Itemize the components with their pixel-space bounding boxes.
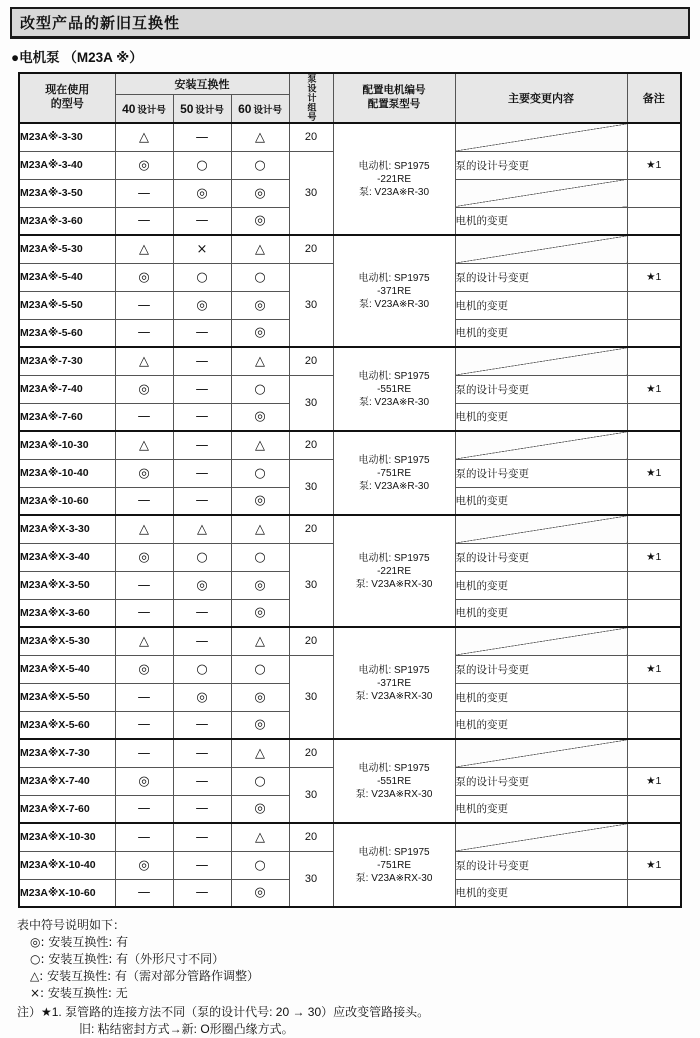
table-row [19, 431, 681, 459]
motor-config-line: -221RE [377, 565, 411, 577]
motor-config-line: 电动机: SP1975 [358, 762, 430, 774]
model-cell: M23A※-7-30 [19, 347, 115, 375]
compat-design50-cell: ○ [173, 263, 231, 291]
remark-cell [627, 683, 681, 711]
compat-design40-cell: — [115, 207, 173, 235]
pump-design-group-cell: 20 [289, 235, 333, 263]
remark-cell: ★1 [627, 459, 681, 487]
motor-config-line: 电动机: SP1975 [358, 846, 430, 858]
model-cell: M23A※-3-50 [19, 179, 115, 207]
table-row [19, 515, 681, 543]
compat-design50-cell: — [173, 431, 231, 459]
change-cell: 泵的设计号变更 [455, 263, 627, 291]
remark-cell: ★1 [627, 655, 681, 683]
compat-design40-cell: — [115, 571, 173, 599]
pump-design-group-cell: 20 [289, 431, 333, 459]
compat-design50-cell: ◎ [173, 683, 231, 711]
model-cell: M23A※-10-30 [19, 431, 115, 459]
compatibility-table [18, 72, 682, 908]
compat-design50-cell: — [173, 319, 231, 347]
motor-pump-config-cell [333, 235, 455, 347]
model-cell: M23A※X-3-40 [19, 543, 115, 571]
model-cell: M23A※-5-50 [19, 291, 115, 319]
header-design-50-label: 设计号 [195, 104, 224, 116]
compat-design60-cell: ◎ [231, 319, 289, 347]
compat-design60-cell: △ [231, 823, 289, 851]
change-cell: 电机的变更 [455, 487, 627, 515]
change-cell: 电机的变更 [455, 207, 627, 235]
remark-cell: ★1 [627, 543, 681, 571]
model-cell: M23A※-7-40 [19, 375, 115, 403]
motor-pump-config-cell [333, 739, 455, 823]
compat-design50-cell: — [173, 487, 231, 515]
change-cell: 泵的设计号变更 [455, 767, 627, 795]
model-cell: M23A※X-10-40 [19, 851, 115, 879]
compat-design50-cell: — [173, 403, 231, 431]
compat-design60-cell: ◎ [231, 291, 289, 319]
compat-design60-cell: ○ [231, 151, 289, 179]
remark-cell: ★1 [627, 375, 681, 403]
header-motor-config-line2: 配置泵型号 [367, 98, 421, 110]
compat-design40-cell: — [115, 683, 173, 711]
header-motor-pump-config [333, 73, 455, 123]
header-remark: 备注 [627, 73, 681, 123]
motor-config-line: 泵: V23A※R-30 [358, 298, 430, 310]
change-cell-na [455, 431, 627, 459]
remark-cell: ★1 [627, 151, 681, 179]
compat-design60-cell: △ [231, 123, 289, 151]
compat-design50-cell: △ [173, 515, 231, 543]
compat-design60-cell: ○ [231, 851, 289, 879]
remark-cell [627, 207, 681, 235]
compat-design50-cell: ○ [173, 543, 231, 571]
compat-design60-cell: △ [231, 235, 289, 263]
change-cell: 电机的变更 [455, 571, 627, 599]
motor-config-line: 泵: V23A※R-30 [358, 480, 430, 492]
remark-cell [627, 347, 681, 375]
footnote-line1: 注）★1. 泵管路的连接方法不同（泵的设计代号: 20 → 30）应改变管路接头。 [17, 1005, 430, 1020]
compat-design60-cell: ◎ [231, 487, 289, 515]
pump-design-group-cell: 30 [289, 851, 333, 907]
table-row [19, 739, 681, 767]
model-cell: M23A※X-10-60 [19, 879, 115, 907]
compat-design50-cell: × [173, 235, 231, 263]
remark-cell [627, 235, 681, 263]
compat-design60-cell: ◎ [231, 879, 289, 907]
compat-design60-cell: △ [231, 347, 289, 375]
compat-design60-cell: ◎ [231, 683, 289, 711]
compat-design50-cell: — [173, 739, 231, 767]
compat-design40-cell: △ [115, 515, 173, 543]
header-row-1 [19, 73, 681, 95]
model-cell: M23A※X-5-30 [19, 627, 115, 655]
model-cell: M23A※X-5-40 [19, 655, 115, 683]
motor-config-line: -751RE [377, 467, 411, 479]
motor-pump-config-cell [333, 123, 455, 235]
remark-cell [627, 627, 681, 655]
table-header [19, 73, 681, 123]
change-cell: 电机的变更 [455, 291, 627, 319]
compat-design60-cell: △ [231, 515, 289, 543]
change-cell: 电机的变更 [455, 599, 627, 627]
compat-design60-cell: ◎ [231, 207, 289, 235]
pump-design-group-cell: 30 [289, 655, 333, 739]
motor-pump-config-cell [333, 627, 455, 739]
motor-config-line: 电动机: SP1975 [358, 272, 430, 284]
compat-design40-cell: ◎ [115, 543, 173, 571]
compat-design50-cell: — [173, 627, 231, 655]
header-install-compatibility: 安装互换性 [115, 73, 289, 95]
compat-design40-cell: △ [115, 431, 173, 459]
compat-design60-cell: ◎ [231, 403, 289, 431]
compat-design40-cell: — [115, 795, 173, 823]
table-row [19, 123, 681, 151]
compat-design60-cell: ◎ [231, 599, 289, 627]
footnote-line2: 旧: 粘结密封方式→新: O形圈凸缘方式。 [79, 1022, 294, 1037]
header-design-40-number: 40 [122, 101, 136, 116]
change-cell-na [455, 123, 627, 151]
motor-pump-config-cell [333, 431, 455, 515]
remark-cell [627, 319, 681, 347]
table-row [19, 823, 681, 851]
change-cell-na [455, 739, 627, 767]
model-cell: M23A※-5-40 [19, 263, 115, 291]
header-pump-design-group [289, 73, 333, 123]
remark-cell [627, 571, 681, 599]
motor-config-line: 电动机: SP1975 [358, 664, 430, 676]
compat-design50-cell: ◎ [173, 291, 231, 319]
remark-cell [627, 879, 681, 907]
footnote [17, 1004, 690, 1038]
compat-design40-cell: — [115, 739, 173, 767]
header-design-40 [115, 95, 173, 123]
remark-cell [627, 599, 681, 627]
legend-intro: 表中符号说明如下： [17, 918, 126, 932]
motor-config-line: 电动机: SP1975 [358, 552, 430, 564]
motor-config-line: 泵: V23A※R-30 [358, 186, 430, 198]
compat-design50-cell: — [173, 879, 231, 907]
compat-design40-cell: — [115, 403, 173, 431]
model-cell: M23A※-7-60 [19, 403, 115, 431]
legend [17, 917, 690, 1002]
motor-config-line: 泵: V23A※RX-30 [355, 690, 433, 702]
legend-item-circle: ○: 安装互换性: 有（外形尺寸不同） [30, 952, 225, 967]
remark-cell [627, 291, 681, 319]
header-main-changes: 主要变更内容 [455, 73, 627, 123]
motor-config-line: 泵: V23A※RX-30 [355, 578, 433, 590]
change-cell-na [455, 235, 627, 263]
compat-design40-cell: ◎ [115, 767, 173, 795]
remark-cell [627, 711, 681, 739]
header-design-40-label: 设计号 [137, 104, 166, 116]
compat-design50-cell: ○ [173, 151, 231, 179]
change-cell: 电机的变更 [455, 403, 627, 431]
compat-design40-cell: ◎ [115, 263, 173, 291]
compat-design60-cell: △ [231, 739, 289, 767]
table-row [19, 347, 681, 375]
compat-design40-cell: — [115, 711, 173, 739]
motor-config-line: -371RE [377, 677, 411, 689]
model-cell: M23A※X-3-50 [19, 571, 115, 599]
pump-design-group-cell: 30 [289, 375, 333, 431]
remark-cell [627, 487, 681, 515]
motor-config-line: -551RE [377, 383, 411, 395]
compat-design50-cell: — [173, 795, 231, 823]
motor-config-line: 电动机: SP1975 [358, 454, 430, 466]
compat-design60-cell: △ [231, 431, 289, 459]
compat-design50-cell: — [173, 711, 231, 739]
remark-cell [627, 795, 681, 823]
model-cell: M23A※-10-60 [19, 487, 115, 515]
change-cell: 泵的设计号变更 [455, 151, 627, 179]
motor-config-line: 泵: V23A※R-30 [358, 396, 430, 408]
table-row [19, 235, 681, 263]
model-cell: M23A※-10-40 [19, 459, 115, 487]
compat-design40-cell: — [115, 319, 173, 347]
pump-design-group-cell: 30 [289, 543, 333, 627]
remark-cell [627, 179, 681, 207]
compat-design40-cell: ◎ [115, 655, 173, 683]
model-cell: M23A※-3-60 [19, 207, 115, 235]
pump-design-group-cell: 30 [289, 459, 333, 515]
legend-item-double-circle: ◎: 安装互换性: 有 [30, 935, 129, 950]
pump-design-group-cell: 20 [289, 347, 333, 375]
pump-design-group-cell: 30 [289, 151, 333, 235]
header-design-50 [173, 95, 231, 123]
compat-design50-cell: — [173, 459, 231, 487]
compat-design40-cell: △ [115, 123, 173, 151]
change-cell: 电机的变更 [455, 683, 627, 711]
motor-config-line: -751RE [377, 859, 411, 871]
legend-item-triangle: △: 安装互换性: 有（需对部分管路作调整） [30, 969, 259, 984]
compat-design50-cell: ◎ [173, 179, 231, 207]
motor-config-line: -371RE [377, 285, 411, 297]
compat-design60-cell: ○ [231, 459, 289, 487]
change-cell-na [455, 347, 627, 375]
table-row [19, 627, 681, 655]
change-cell: 泵的设计号变更 [455, 543, 627, 571]
remark-cell: ★1 [627, 767, 681, 795]
header-design-50-number: 50 [180, 101, 194, 116]
compat-design60-cell: ○ [231, 263, 289, 291]
compat-design60-cell: ○ [231, 543, 289, 571]
change-cell: 电机的变更 [455, 879, 627, 907]
change-cell: 泵的设计号变更 [455, 851, 627, 879]
header-design-60 [231, 95, 289, 123]
header-current-model-line2: 的型号 [50, 98, 84, 110]
model-cell: M23A※X-3-30 [19, 515, 115, 543]
compat-design40-cell: — [115, 823, 173, 851]
header-pump-design-group-text: 泵设计组号 [306, 74, 317, 122]
compat-design50-cell: — [173, 207, 231, 235]
compat-design50-cell: — [173, 347, 231, 375]
section-title: ●电机泵 （M23A ※） [11, 50, 143, 65]
header-motor-config-line1: 配置电机编号 [362, 84, 426, 97]
compat-design50-cell: ○ [173, 655, 231, 683]
compat-design40-cell: △ [115, 347, 173, 375]
compat-design40-cell: — [115, 291, 173, 319]
remark-cell [627, 431, 681, 459]
pump-design-group-cell: 20 [289, 627, 333, 655]
motor-config-line: -221RE [377, 173, 411, 185]
change-cell: 电机的变更 [455, 319, 627, 347]
pump-design-group-cell: 20 [289, 123, 333, 151]
compat-design60-cell: ○ [231, 767, 289, 795]
remark-cell: ★1 [627, 851, 681, 879]
motor-config-line: 泵: V23A※RX-30 [355, 788, 433, 800]
pump-design-group-cell: 20 [289, 739, 333, 767]
model-cell: M23A※-3-30 [19, 123, 115, 151]
change-cell-na [455, 179, 627, 207]
change-cell: 泵的设计号变更 [455, 375, 627, 403]
compat-design40-cell: — [115, 879, 173, 907]
header-design-60-number: 60 [238, 101, 252, 116]
compat-design40-cell: △ [115, 627, 173, 655]
compat-design60-cell: ◎ [231, 711, 289, 739]
page-title: 改型产品的新旧互换性 [10, 7, 690, 39]
change-cell: 泵的设计号变更 [455, 655, 627, 683]
compat-design50-cell: — [173, 599, 231, 627]
compat-design60-cell: ○ [231, 655, 289, 683]
compat-design40-cell: △ [115, 235, 173, 263]
remark-cell [627, 739, 681, 767]
compat-design50-cell: — [173, 767, 231, 795]
compat-design60-cell: ◎ [231, 179, 289, 207]
change-cell-na [455, 627, 627, 655]
motor-config-line: -551RE [377, 775, 411, 787]
table-body [19, 123, 681, 907]
motor-config-line: 电动机: SP1975 [358, 370, 430, 382]
model-cell: M23A※-5-60 [19, 319, 115, 347]
motor-pump-config-cell [333, 515, 455, 627]
change-cell: 电机的变更 [455, 795, 627, 823]
change-cell: 电机的变更 [455, 711, 627, 739]
remark-cell [627, 823, 681, 851]
compat-design40-cell: ◎ [115, 151, 173, 179]
compat-design50-cell: — [173, 823, 231, 851]
legend-item-cross: ×: 安装互换性: 无 [30, 986, 128, 1001]
compat-design50-cell: ◎ [173, 571, 231, 599]
motor-config-line: 泵: V23A※RX-30 [355, 872, 433, 884]
pump-design-group-cell: 30 [289, 767, 333, 823]
model-cell: M23A※X-5-50 [19, 683, 115, 711]
compat-design50-cell: — [173, 375, 231, 403]
compat-design40-cell: — [115, 487, 173, 515]
motor-config-line: 电动机: SP1975 [358, 160, 430, 172]
model-cell: M23A※-5-30 [19, 235, 115, 263]
motor-pump-config-cell [333, 347, 455, 431]
model-cell: M23A※X-10-30 [19, 823, 115, 851]
compat-design60-cell: ◎ [231, 571, 289, 599]
model-cell: M23A※-3-40 [19, 151, 115, 179]
compat-design60-cell: ○ [231, 375, 289, 403]
remark-cell [627, 123, 681, 151]
remark-cell [627, 515, 681, 543]
remark-cell: ★1 [627, 263, 681, 291]
compat-design40-cell: ◎ [115, 851, 173, 879]
model-cell: M23A※X-7-30 [19, 739, 115, 767]
compat-design50-cell: — [173, 851, 231, 879]
motor-pump-config-cell [333, 823, 455, 907]
header-current-model [19, 73, 115, 123]
pump-design-group-cell: 30 [289, 263, 333, 347]
compat-design60-cell: △ [231, 627, 289, 655]
compat-design40-cell: ◎ [115, 459, 173, 487]
change-cell-na [455, 823, 627, 851]
pump-design-group-cell: 20 [289, 823, 333, 851]
compat-design50-cell: — [173, 123, 231, 151]
model-cell: M23A※X-3-60 [19, 599, 115, 627]
model-cell: M23A※X-5-60 [19, 711, 115, 739]
header-current-model-line1: 现在使用 [45, 84, 90, 97]
pump-design-group-cell: 20 [289, 515, 333, 543]
compat-design40-cell: — [115, 179, 173, 207]
model-cell: M23A※X-7-40 [19, 767, 115, 795]
change-cell: 泵的设计号变更 [455, 459, 627, 487]
header-design-60-label: 设计号 [253, 104, 282, 116]
change-cell-na [455, 515, 627, 543]
compat-design40-cell: — [115, 599, 173, 627]
remark-cell [627, 403, 681, 431]
compat-design40-cell: ◎ [115, 375, 173, 403]
model-cell: M23A※X-7-60 [19, 795, 115, 823]
compat-design60-cell: ◎ [231, 795, 289, 823]
